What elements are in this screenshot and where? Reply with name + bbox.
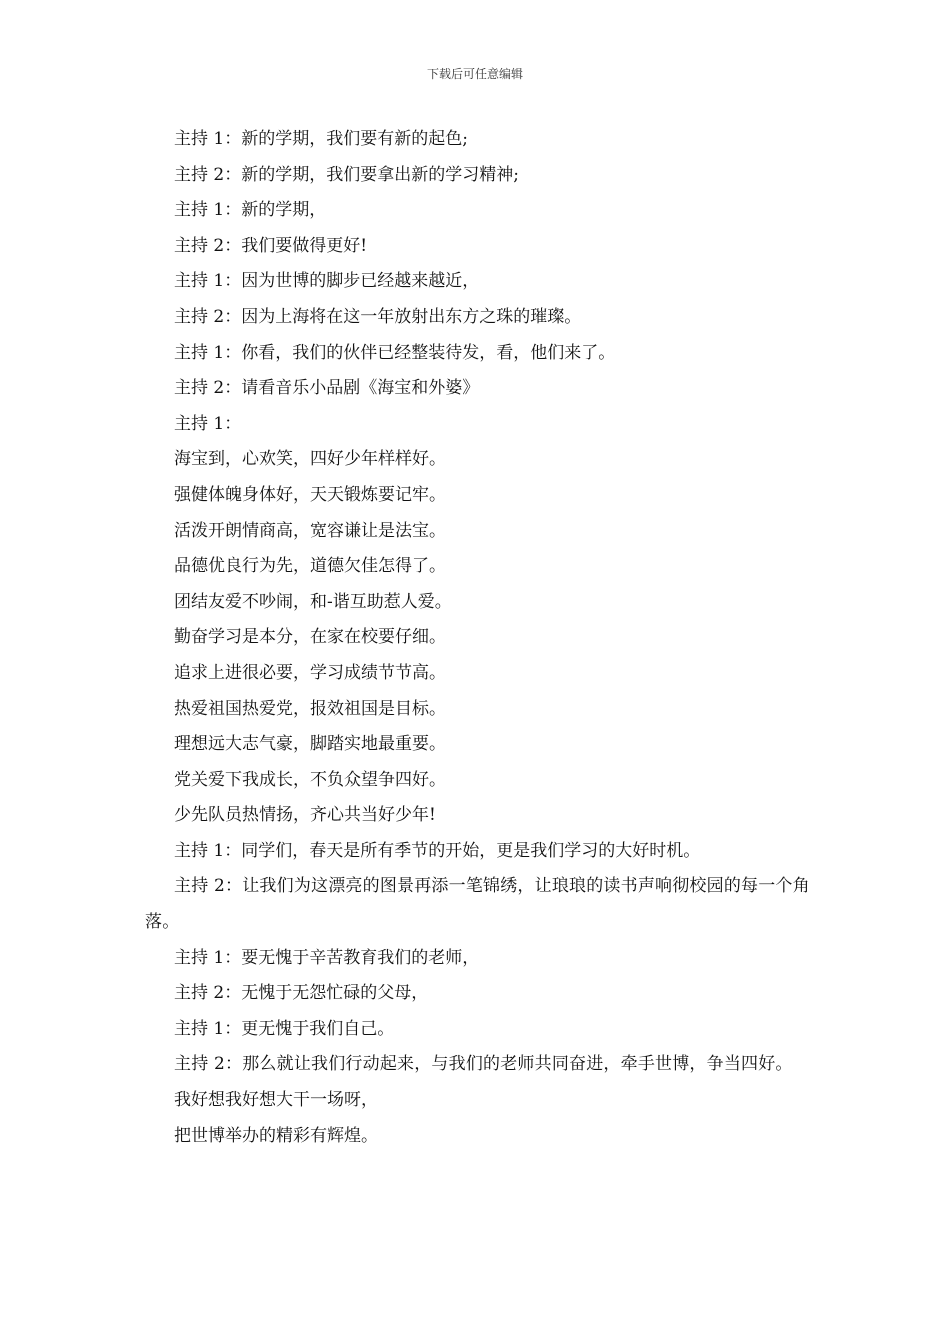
poem-line: 追求上进很必要，学习成绩节节高。 bbox=[174, 662, 446, 683]
text-line: 主持 2：请看音乐小品剧《海宝和外婆》 bbox=[174, 378, 480, 399]
text-line: 主持 2：我们要做得更好! bbox=[174, 235, 368, 256]
text-line: 主持 2：因为上海将在这一年放射出东方之珠的璀璨。 bbox=[174, 306, 582, 327]
text-line: 主持 1：更无愧于我们自己。 bbox=[174, 1018, 395, 1039]
poem-line: 勤奋学习是本分，在家在校要仔细。 bbox=[174, 627, 446, 648]
text-line: 主持 2：无愧于无怨忙碌的父母， bbox=[174, 983, 429, 1004]
text-paragraph: 主持 2：让我们为这漂亮的图景再添一笔锦绣，让琅琅的读书声响彻校园的每一个角落。 bbox=[145, 876, 810, 933]
poem-line: 党关爱下我成长，不负众望争四好。 bbox=[174, 769, 446, 790]
text-line: 主持 1：你看，我们的伙伴已经整装待发，看，他们来了。 bbox=[174, 342, 616, 363]
poem-line: 品德优良行为先，道德欠佳怎得了。 bbox=[174, 556, 446, 577]
text-line: 主持 1：新的学期， bbox=[174, 200, 327, 221]
poem-line: 团结友爱不吵闹，和-谐互助惹人爱。 bbox=[174, 591, 452, 612]
text-line: 主持 1：新的学期，我们要有新的起色; bbox=[174, 129, 468, 149]
text-line: 主持 1： bbox=[174, 413, 242, 434]
text-line: 主持 2：新的学期，我们要拿出新的学习精神; bbox=[174, 164, 519, 185]
poem-line: 少先队员热情扬，齐心共当好少年! bbox=[174, 805, 436, 826]
text-paragraph: 主持 2：那么就让我们行动起来，与我们的老师共同奋进，牵手世博，争当四好。 bbox=[174, 1054, 793, 1075]
text-line: 主持 1：因为世博的脚步已经越来越近， bbox=[174, 271, 480, 292]
poem-line: 活泼开朗情商高，宽容谦让是法宝。 bbox=[174, 520, 446, 541]
text-line: 把世博举办的精彩有辉煌。 bbox=[174, 1125, 378, 1146]
page-header: 下载后可任意编辑 bbox=[426, 67, 523, 81]
poem-line: 热爱祖国热爱党，报效祖国是目标。 bbox=[174, 698, 446, 719]
text-line: 主持 1：同学们，春天是所有季节的开始，更是我们学习的大好时机。 bbox=[174, 840, 701, 861]
text-line: 主持 1：要无愧于辛苦教育我们的老师， bbox=[174, 947, 480, 968]
document-body bbox=[145, 122, 815, 1154]
poem-line: 海宝到，心欢笑，四好少年样样好。 bbox=[174, 449, 446, 470]
text-line: 我好想我好想大干一场呀， bbox=[174, 1090, 378, 1111]
poem-line: 理想远大志气豪，脚踏实地最重要。 bbox=[174, 734, 446, 755]
poem-line: 强健体魄身体好，天天锻炼要记牢。 bbox=[174, 484, 446, 505]
